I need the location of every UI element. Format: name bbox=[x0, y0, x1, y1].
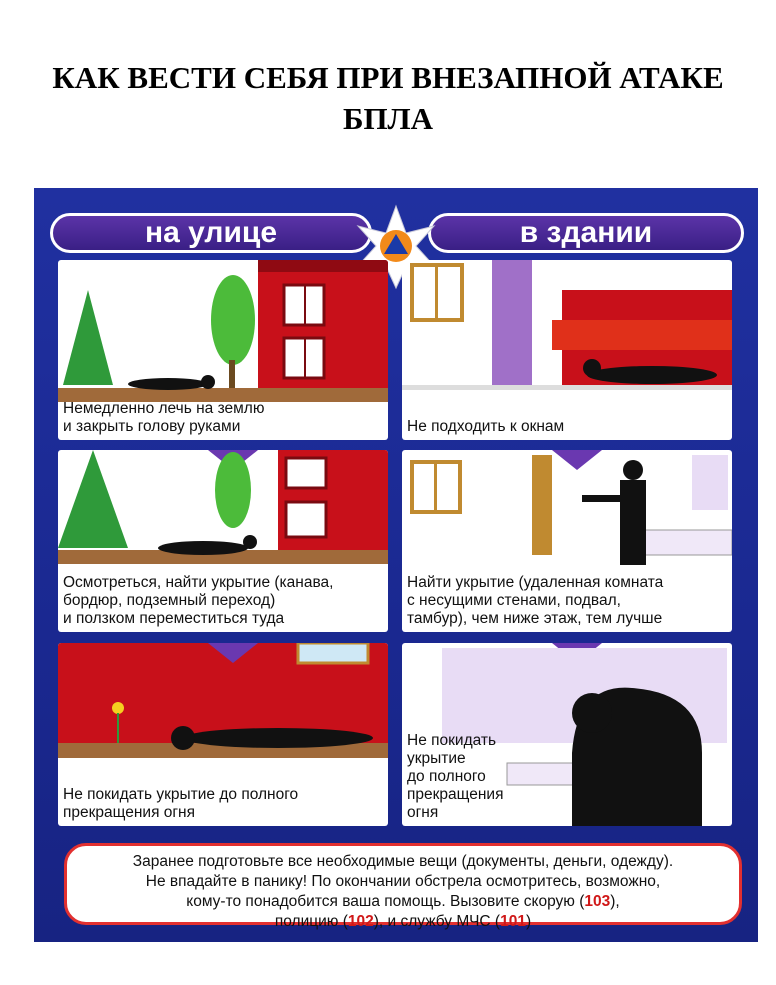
panel-inside-2 bbox=[402, 450, 732, 632]
header-outside: на улице bbox=[50, 213, 372, 253]
caption-inside-2: Найти укрытие (удаленная комната с несущими стенами, подвал, тамбур), чем ниже этаж, тем лучше bbox=[407, 574, 664, 627]
footer-line-2: Не впадайте в панику! По окончании обстрела осмотритесь, возможно, bbox=[145, 873, 661, 890]
caption-outside-3: Не покидать укрытие до полного прекращения огня bbox=[63, 786, 299, 821]
poster bbox=[34, 188, 758, 942]
footer-note bbox=[64, 843, 742, 930]
footer-line-1: Заранее подготовьте все необходимые вещи (документы, деньги, одежду). bbox=[132, 853, 674, 870]
caption-outside-1: Немедленно лечь на землю и закрыть голову руками bbox=[63, 400, 265, 435]
panel-inside-1 bbox=[402, 260, 732, 440]
ambulance-number: 103 bbox=[584, 893, 611, 910]
emercom-number: 101 bbox=[500, 913, 526, 930]
away-from-window-illustration bbox=[402, 260, 732, 440]
page-title-line-2: БПЛА bbox=[342, 101, 434, 136]
police-number: 102 bbox=[347, 913, 374, 930]
footer-line-4: полицию (102), и службу МЧС (101) bbox=[274, 913, 532, 930]
caption-outside-2: Осмотреться, найти укрытие (канава, бордюр, подземный переход) и ползком переместиться туда bbox=[63, 574, 334, 627]
page-title-line-1: КАК ВЕСТИ СЕБЯ ПРИ ВНЕЗАПНОЙ АТАКЕ bbox=[52, 60, 724, 95]
panel-outside-1 bbox=[58, 260, 388, 440]
footer-line-3: кому-то понадобится ваша помощь. Вызовите скорую (103), bbox=[186, 893, 620, 910]
caption-inside-3: Не покидать укрытие до полного прекращения огня bbox=[407, 732, 504, 821]
panel-inside-3 bbox=[402, 643, 732, 826]
caption-inside-1: Не подходить к окнам bbox=[407, 418, 565, 435]
panel-outside-2 bbox=[58, 450, 388, 632]
panel-outside-3 bbox=[58, 643, 388, 826]
header-inside: в здании bbox=[428, 213, 744, 253]
